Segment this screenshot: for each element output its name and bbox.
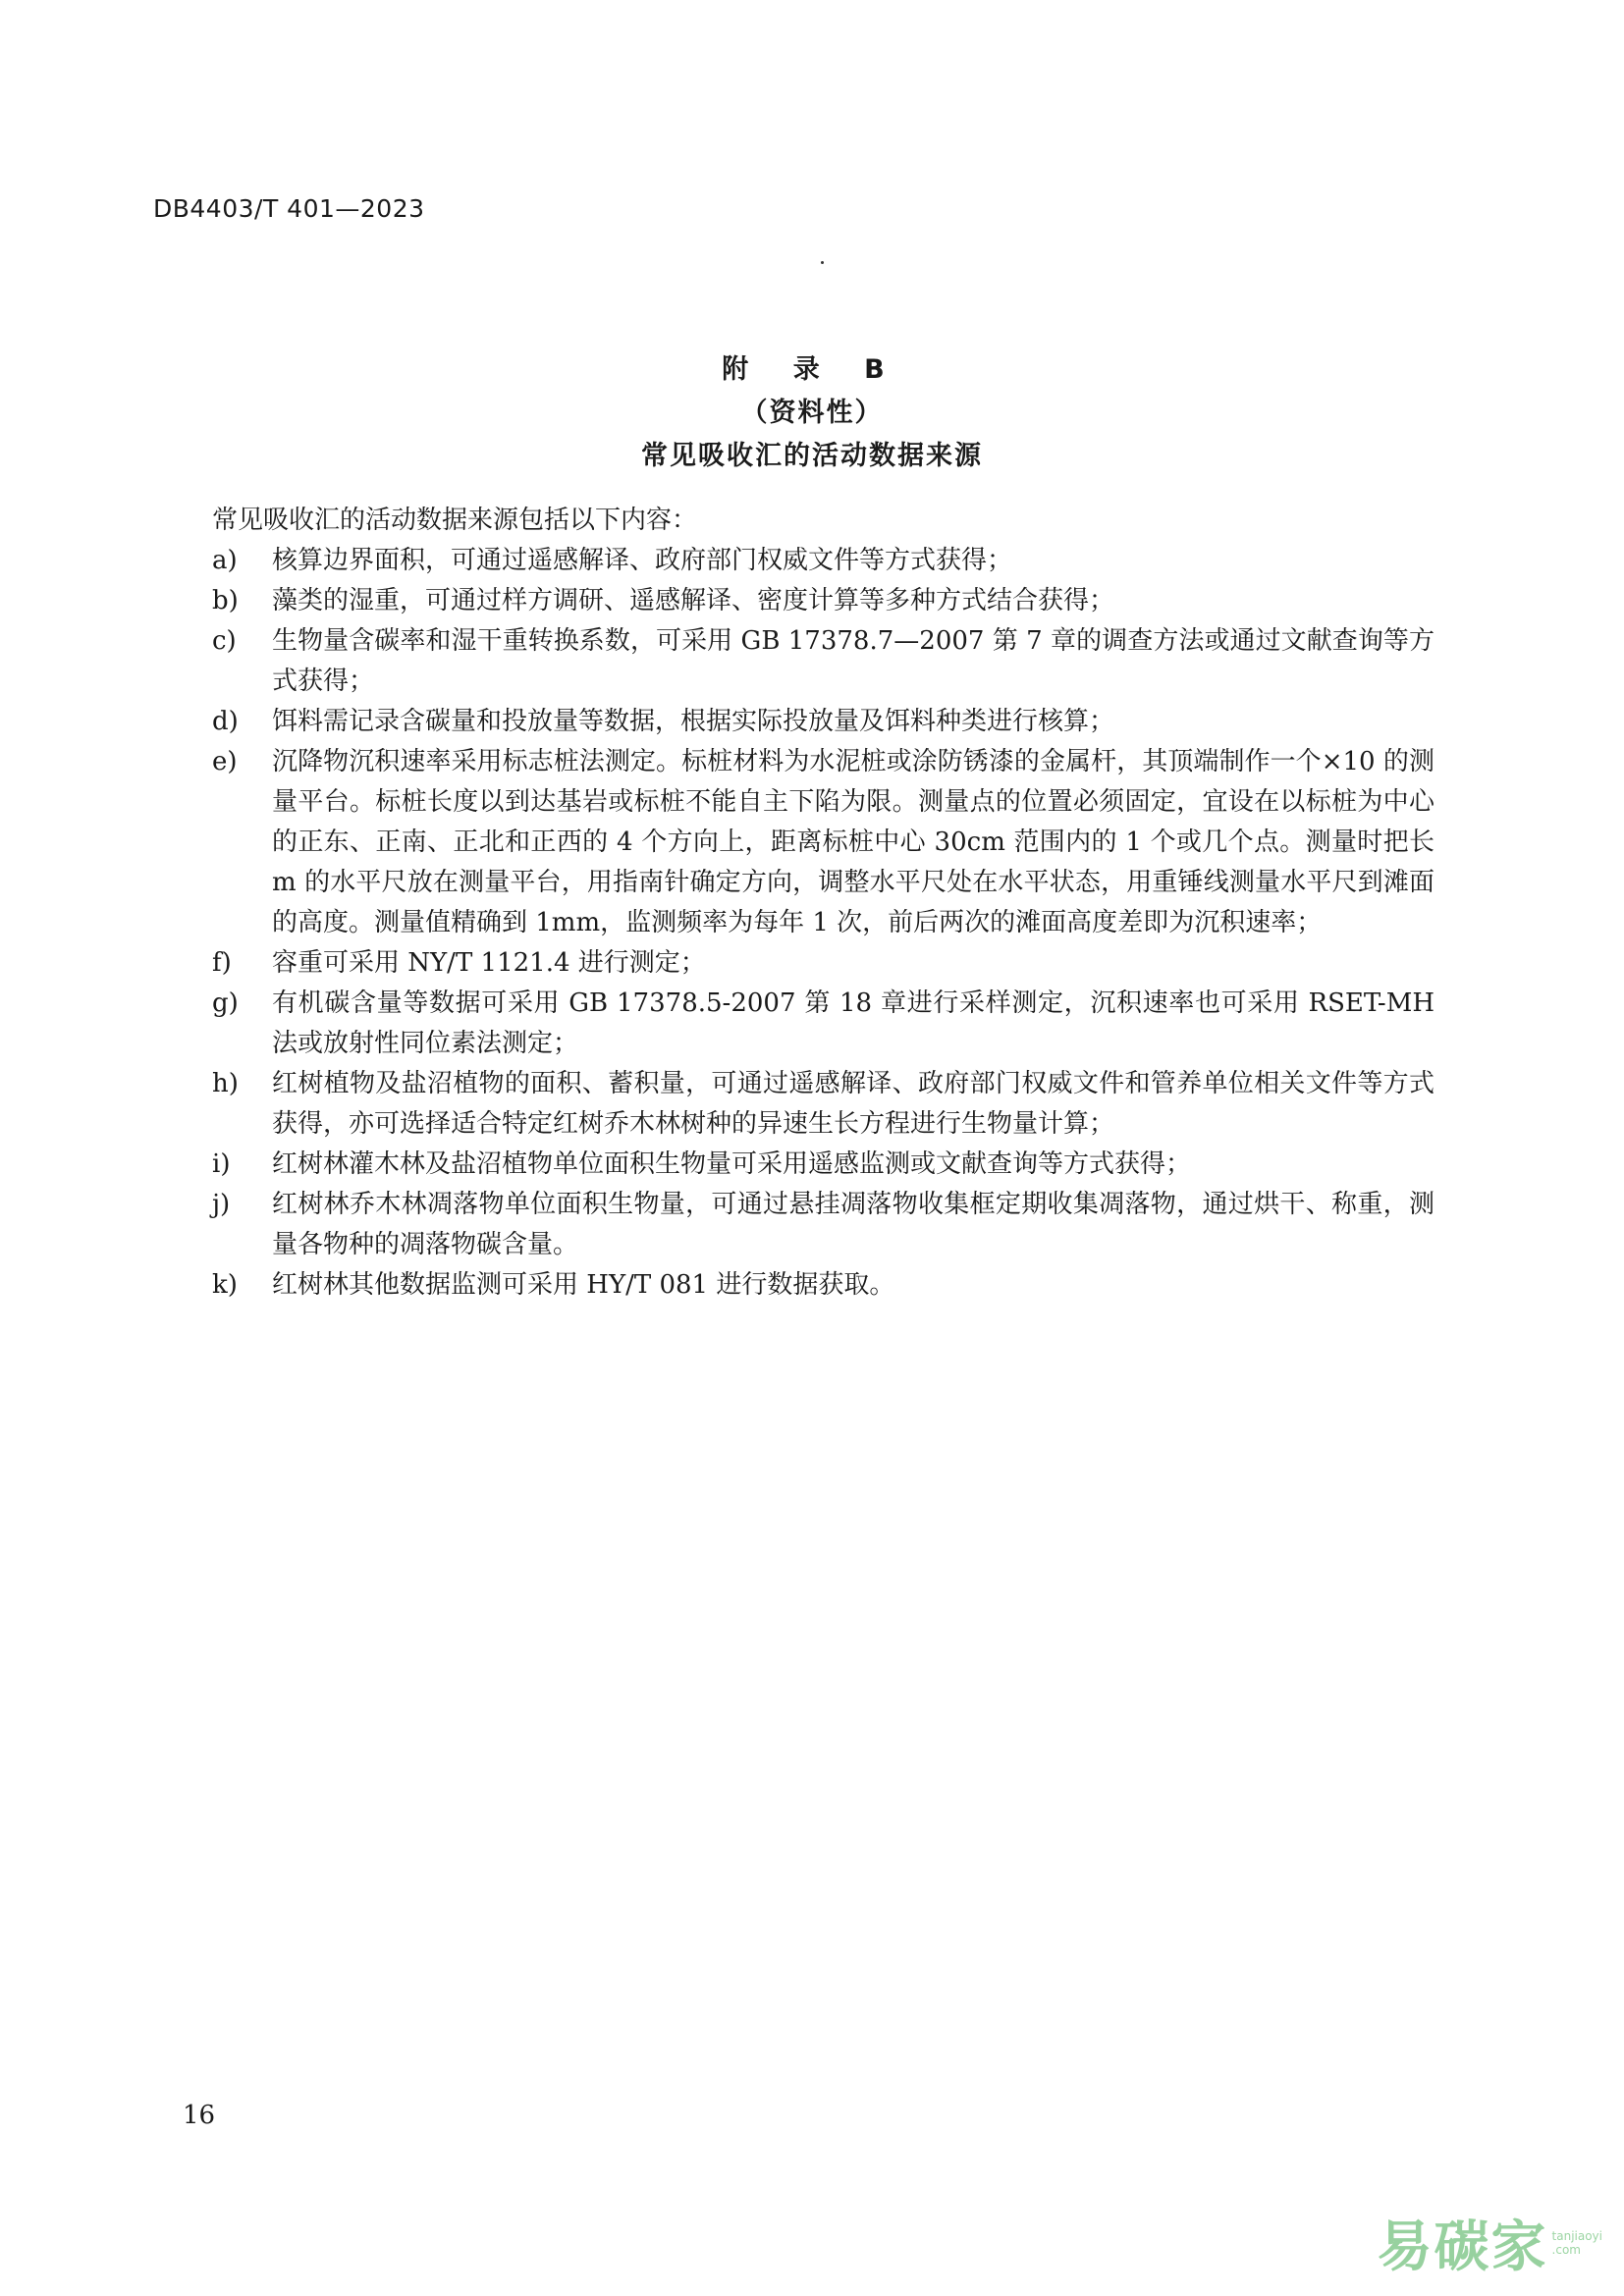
list-item-label: k) xyxy=(212,1270,238,1300)
appendix-title: 附 录 B xyxy=(722,354,902,385)
list-item-text: 红树植物及盐沼植物的面积、蓄积量，可通过遥感解译、政府部门权威文件和管养单位相关文件等方式获得，亦可选择适合特定红树乔木林树种的异速生长方程进行生物量计算； xyxy=(272,1069,1435,1139)
watermark-domain-line1: tanjiaoyi xyxy=(1551,2229,1602,2243)
appendix-heading: 常见吸收汇的活动数据来源 xyxy=(641,441,983,471)
list-item xyxy=(212,541,1435,581)
list-item-label: g) xyxy=(212,988,239,1018)
watermark-logo xyxy=(1378,2204,1602,2282)
list-item xyxy=(212,1145,1435,1185)
list-item-label: a) xyxy=(212,546,238,575)
list-item-text: 容重可采用 NY/T 1121.4 进行测定； xyxy=(272,948,706,978)
list-item xyxy=(212,742,1435,943)
list-item-label: e) xyxy=(212,747,238,776)
center-dot xyxy=(821,261,824,264)
list-item xyxy=(212,702,1435,742)
watermark-main-text: 易碳家 xyxy=(1377,2216,1548,2279)
list-item-text: 红树林乔木林凋落物单位面积生物量，可通过悬挂凋落物收集框定期收集凋落物，通过烘干、称重，测量各物种的凋落物碳含量。 xyxy=(272,1190,1435,1259)
watermark-domain-line2: .com xyxy=(1551,2243,1581,2257)
list-item-text: 生物量含碳率和湿干重转换系数，可采用 GB 17378.7—2007 第 7 章的调查方法或通过文献查询等方式获得； xyxy=(272,626,1435,696)
list-item xyxy=(212,1064,1435,1145)
list-item-text: 有机碳含量等数据可采用 GB 17378.5-2007 第 18 章进行采样测定，沉积速率也可采用 RSET-MH 法或放射性同位素法测定； xyxy=(272,988,1435,1058)
list-item-text: 沉降物沉积速率采用标志桩法测定。标桩材料为水泥桩或涂防锈漆的金属杆，其顶端制作一个×10 的测量平台。标桩长度以到达基岩或标桩不能自主下陷为限。测量点的位置必须固定，宜设在以标桩为中心的正东、正南、正北和正西的 4 个方向上，距离标桩中心 30cm 范围内的 1 个或几个点。测量时把长 m 的水平尺放在测量平台，用指南针确定方向，调整水平尺处在水平状态，用重锤线测量水平尺到滩面的高度。测量值精确到 1mm，监测频率为每年 1 次，前后两次的滩面高度差即为沉积速率； xyxy=(272,747,1435,937)
list-item xyxy=(212,581,1435,621)
list-item-label: c) xyxy=(212,626,237,656)
body-content xyxy=(212,501,1435,1306)
list-item-text: 藻类的湿重，可通过样方调研、遥感解译、密度计算等多种方式结合获得； xyxy=(272,586,1115,615)
list-item xyxy=(212,943,1435,984)
list-item-text: 红树林其他数据监测可采用 HY/T 081 进行数据获取。 xyxy=(272,1270,895,1300)
list-item-label: i) xyxy=(212,1149,231,1179)
list-item-text: 饵料需记录含碳量和投放量等数据，根据实际投放量及饵料种类进行核算； xyxy=(272,707,1115,736)
list-item xyxy=(212,621,1435,702)
list-item-text: 红树林灌木林及盐沼植物单位面积生物量可采用遥感监测或文献查询等方式获得； xyxy=(272,1149,1192,1179)
list-item-label: d) xyxy=(212,707,239,736)
list-item xyxy=(212,1185,1435,1265)
intro-paragraph: 常见吸收汇的活动数据来源包括以下内容： xyxy=(212,506,698,535)
list-item-text: 核算边界面积，可通过遥感解译、政府部门权威文件等方式获得； xyxy=(272,546,1013,575)
list-item xyxy=(212,984,1435,1064)
page-number: 16 xyxy=(183,2101,216,2130)
list-item-label: f) xyxy=(212,948,232,978)
list-item-label: b) xyxy=(212,586,239,615)
list-item-label: h) xyxy=(212,1069,239,1098)
appendix-nature: （资料性） xyxy=(740,398,884,428)
standard-code: DB4403/T 401—2023 xyxy=(153,194,425,223)
watermark-domain xyxy=(1552,2229,1602,2257)
list-item-label: j) xyxy=(212,1190,231,1219)
list-item xyxy=(212,1265,1435,1306)
